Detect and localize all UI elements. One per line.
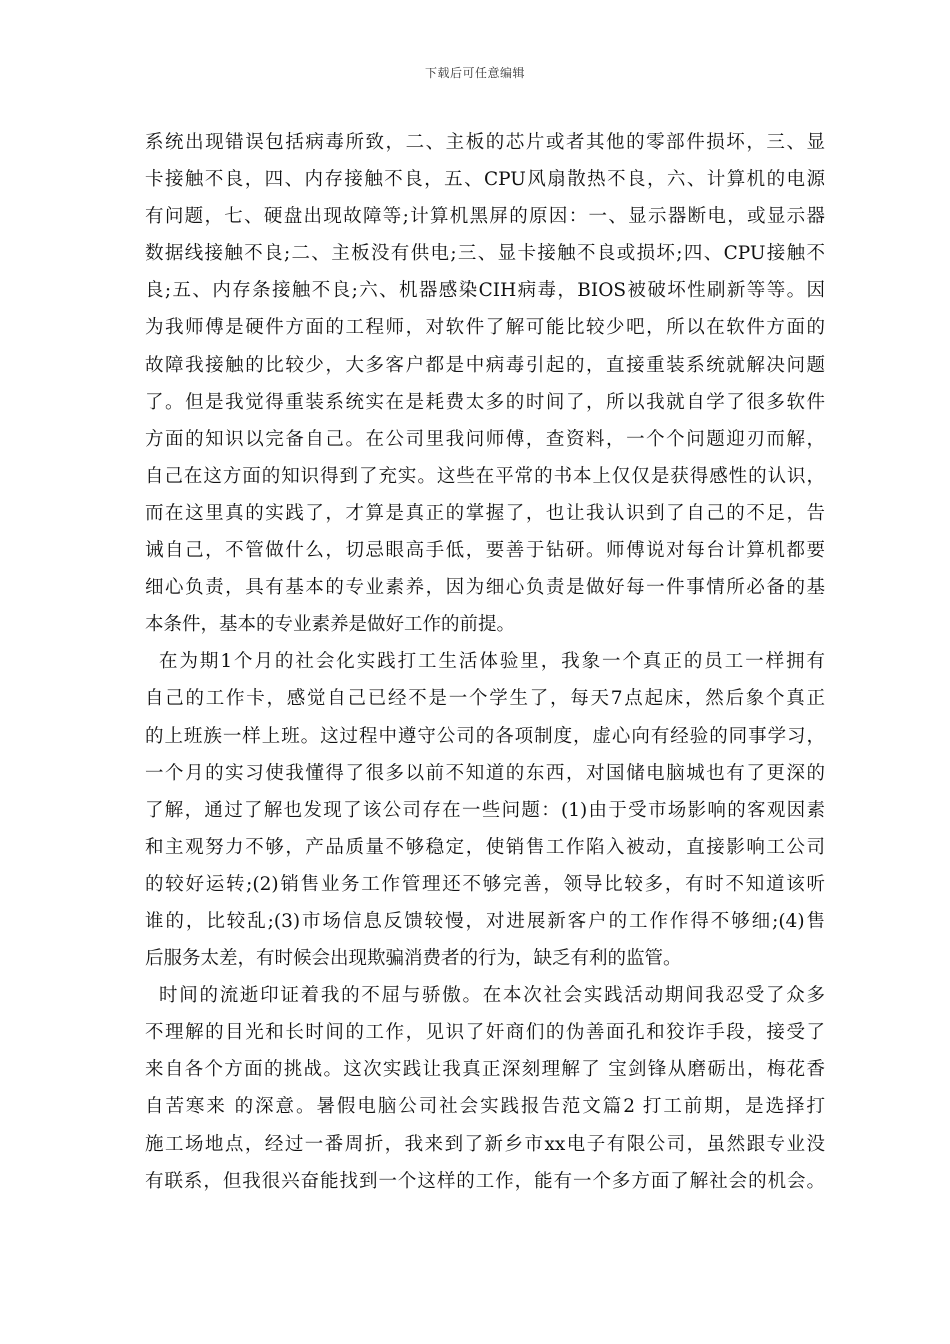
text-line: 本条件，基本的专业素养是做好工作的前提。: [145, 614, 516, 636]
text-line: 方面的知识以完备自己。在公司里我问师傅，查资料，一个个问题迎刃而解，: [145, 428, 825, 450]
text-line: 在为期1个月的社会化实践打工生活体验里，我象一个真正的员工一样拥有: [159, 651, 825, 673]
text-line: 和主观努力不够，产品质量不够稳定，使销售工作陷入被动，直接影响工公司: [145, 836, 825, 858]
text-line: 诫自己，不管做什么，切忌眼高手低，要善于钻研。师傅说对每台计算机都要: [145, 540, 825, 562]
text-line: 系统出现错误包括病毒所致，二、主板的芯片或者其他的零部件损坏，三、显: [145, 132, 825, 153]
text-line: 良;五、内存条接触不良;六、机器感染CIH病毒，BIOS被破坏性刷新等等。因: [145, 280, 825, 302]
text-line: 数据线接触不良;二、主板没有供电;三、显卡接触不良或损坏;四、CPU接触不: [145, 243, 825, 265]
text-line: 的较好运转;(2)销售业务工作管理还不够完善，领导比较多，有时不知道该听: [145, 873, 825, 895]
text-line: 而在这里真的实践了，才算是真正的掌握了，也让我认识到了自己的不足，告: [145, 502, 825, 524]
text-line: 故障我接触的比较少，大多客户都是中病毒引起的，直接重装系统就解决问题: [145, 354, 825, 376]
text-line: 自苦寒来 的深意。暑假电脑公司社会实践报告范文篇2 打工前期，是选择打: [145, 1096, 825, 1118]
text-line: 时间的流逝印证着我的不屈与骄傲。在本次社会实践活动期间我忍受了众多: [159, 985, 825, 1007]
text-line: 卡接触不良，四、内存接触不良，五、CPU风扇散热不良，六、计算机的电源: [145, 169, 825, 191]
text-line: 了解，通过了解也发现了该公司存在一些问题：(1)由于受市场影响的客观因素: [145, 799, 825, 821]
text-line: 了。但是我觉得重装系统实在是耗费太多的时间了，所以我就自学了很多软件: [145, 391, 825, 413]
text-line: 来自各个方面的挑战。这次实践让我真正深刻理解了 宝剑锋从磨砺出，梅花香: [145, 1059, 825, 1081]
text-line: 谁的，比较乱;(3)市场信息反馈较慢，对进展新客户的工作作得不够细;(4)售: [145, 910, 825, 932]
text-line: 为我师傅是硬件方面的工程师，对软件了解可能比较少吧，所以在软件方面的: [145, 317, 825, 339]
text-line: 自己的工作卡，感觉自己已经不是一个学生了，每天7点起床，然后象个真正: [145, 688, 825, 710]
text-line: 自己在这方面的知识得到了充实。这些在平常的书本上仅仅是获得感性的认识，: [145, 465, 825, 487]
text-line: 的上班族一样上班。这过程中遵守公司的各项制度，虚心向有经验的同事学习，: [145, 725, 825, 747]
text-line: 后服务太差，有时候会出现欺骗消费者的行为，缺乏有利的监管。: [145, 948, 682, 970]
page-header: 下载后可任意编辑: [424, 66, 525, 80]
text-line: 不理解的目光和长时间的工作，见识了奸商们的伪善面孔和狡诈手段，接受了: [145, 1022, 825, 1044]
text-line: 有联系，但我很兴奋能找到一个这样的工作，能有一个多方面了解社会的机会。: [145, 1170, 825, 1192]
text-line: 施工场地点，经过一番周折，我来到了新乡市xx电子有限公司，虽然跟专业没: [145, 1133, 825, 1155]
text-line: 细心负责，具有基本的专业素养，因为细心负责是做好每一件事情所必备的基: [145, 577, 825, 599]
text-line: 有问题，七、硬盘出现故障等;计算机黑屏的原因：一、显示器断电，或显示器: [145, 206, 825, 228]
body-text: [145, 124, 825, 1200]
text-line: 一个月的实习使我懂得了很多以前不知道的东西，对国储电脑城也有了更深的: [145, 762, 825, 784]
